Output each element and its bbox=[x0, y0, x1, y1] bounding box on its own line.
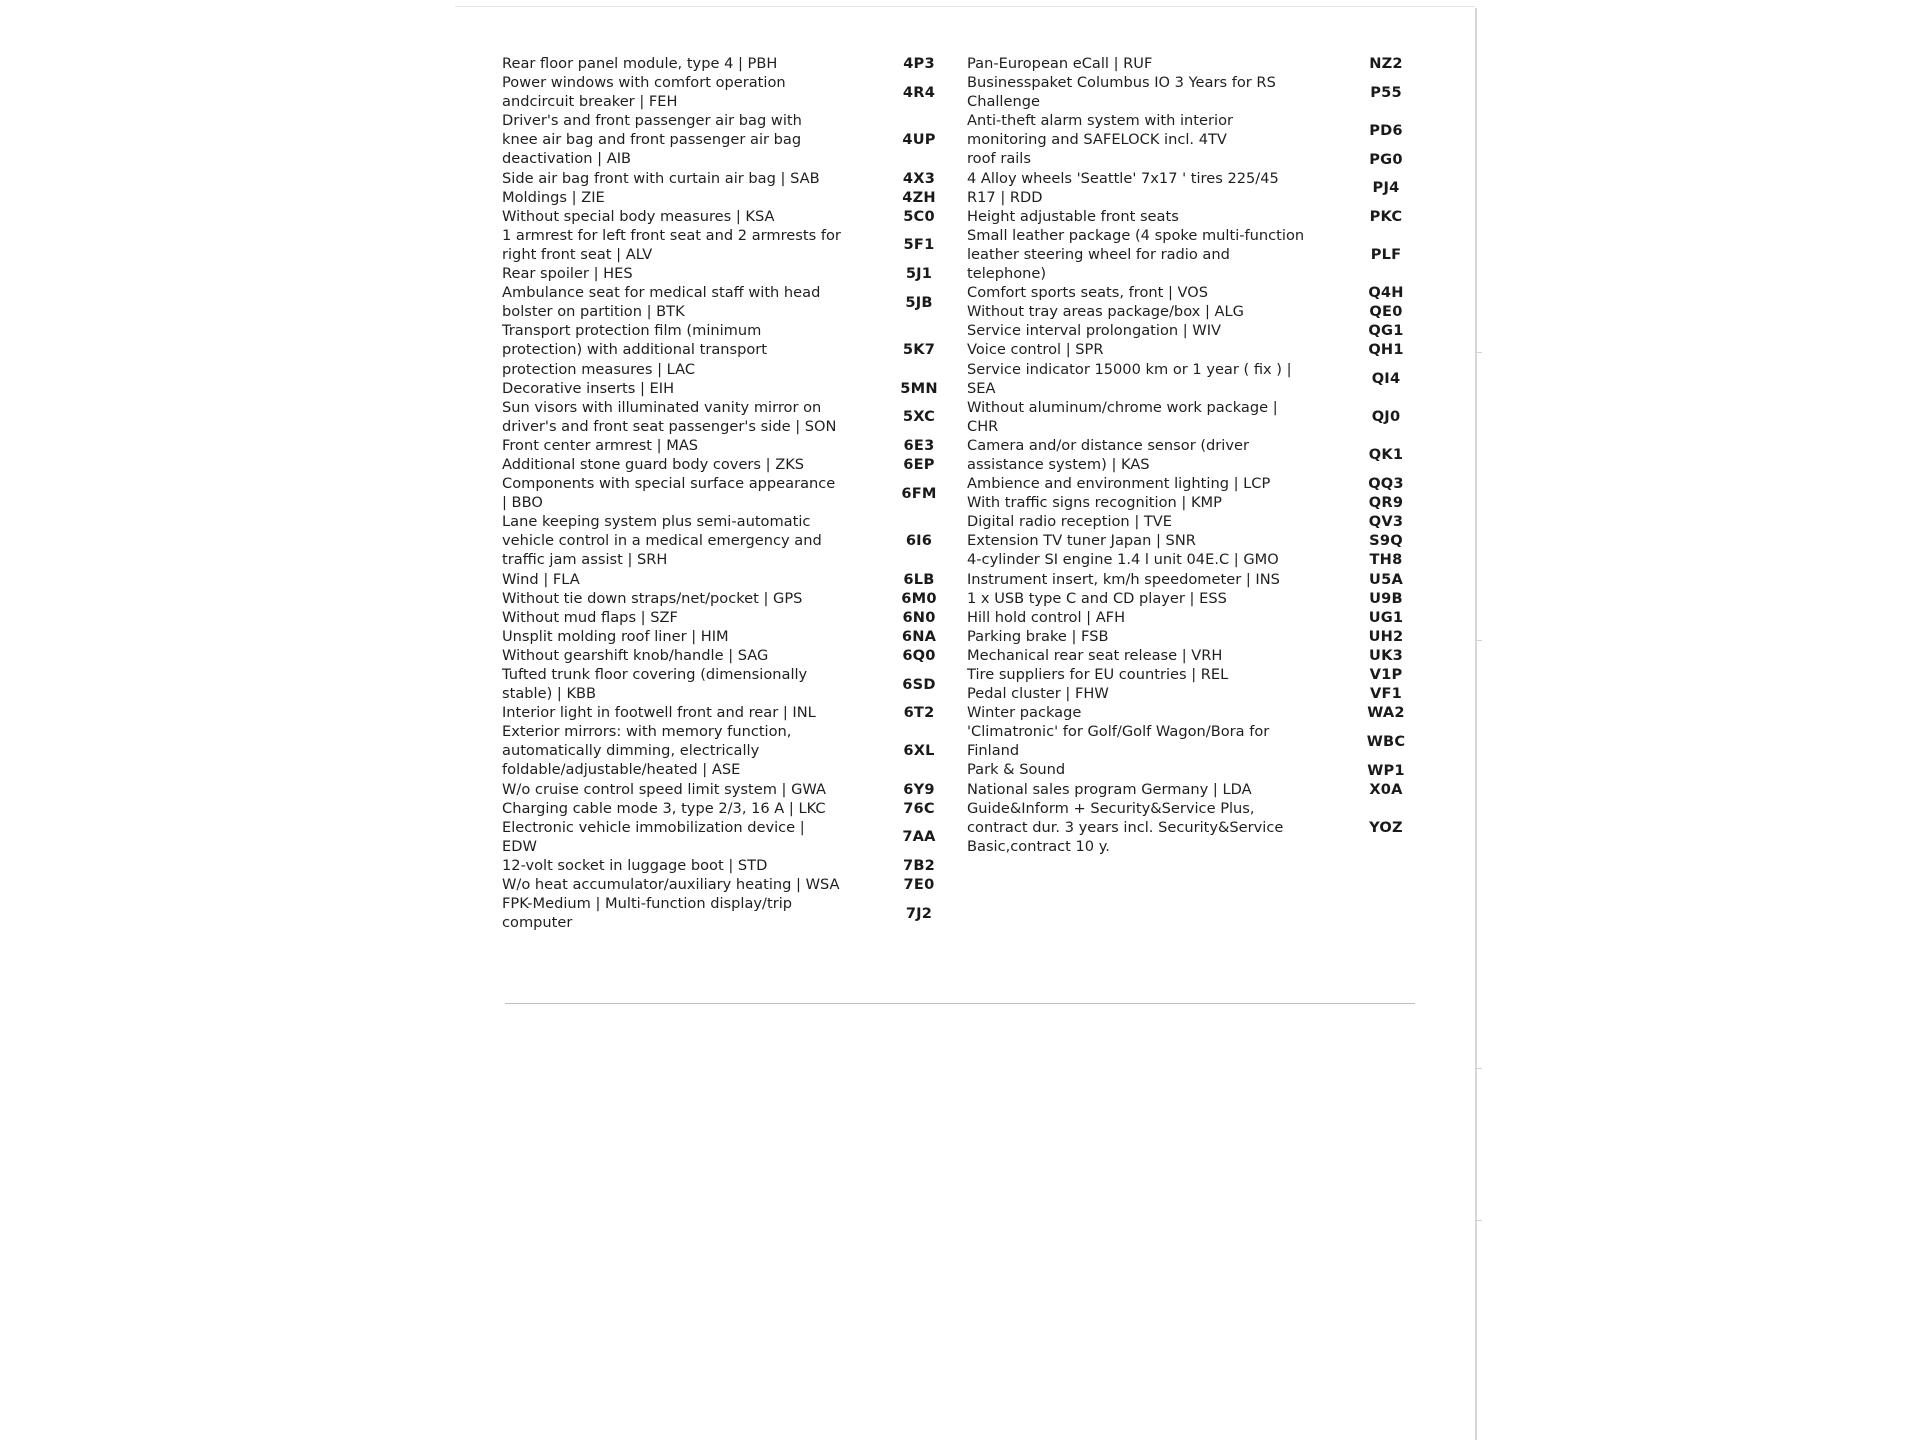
option-row bbox=[502, 570, 948, 589]
option-description: Without tie down straps/net/pocket | GPS bbox=[502, 589, 803, 607]
option-description: Tire suppliers for EU countries | REL bbox=[967, 666, 1229, 683]
option-row bbox=[502, 398, 948, 436]
option-description: Without special body measures | KSA bbox=[502, 207, 775, 225]
option-row bbox=[502, 264, 948, 283]
option-description: Electronic vehicle immobilization device | EDW bbox=[502, 818, 805, 855]
option-code: QH1 bbox=[1368, 341, 1404, 359]
option-row bbox=[502, 856, 948, 875]
option-description: Winter package bbox=[967, 704, 1082, 722]
option-code-cell bbox=[967, 322, 1415, 339]
option-description: Moldings | ZIE bbox=[502, 188, 605, 206]
option-code-cell bbox=[967, 494, 1415, 511]
option-code-cell bbox=[967, 246, 1415, 263]
option-row bbox=[967, 665, 1415, 684]
option-description: Front center armrest | MAS bbox=[502, 436, 699, 454]
option-code-cell bbox=[502, 294, 948, 311]
option-code: QJ0 bbox=[1371, 408, 1401, 426]
option-code-cell bbox=[967, 284, 1415, 301]
option-row bbox=[967, 149, 1415, 168]
option-description: roof rails bbox=[967, 150, 1031, 168]
option-description: Camera and/or distance sensor (driver assistance system) | KAS bbox=[967, 436, 1249, 473]
option-row bbox=[502, 321, 948, 378]
option-row bbox=[502, 379, 948, 398]
option-code-cell bbox=[967, 666, 1415, 683]
option-code: WP1 bbox=[1367, 761, 1405, 779]
page-edge-top bbox=[455, 6, 1475, 7]
option-code: 7E0 bbox=[903, 876, 935, 894]
option-code-cell bbox=[502, 742, 948, 759]
option-row bbox=[502, 188, 948, 207]
option-code-cell bbox=[502, 800, 948, 817]
option-description: Rear floor panel module, type 4 | PBH bbox=[502, 55, 778, 72]
option-row bbox=[967, 531, 1415, 550]
option-code: PKC bbox=[1369, 207, 1403, 225]
option-description: National sales program Germany | LDA bbox=[967, 780, 1252, 798]
option-description: Service interval prolongation | WIV bbox=[967, 322, 1222, 340]
option-code: 4ZH bbox=[902, 188, 936, 206]
option-code-cell bbox=[967, 590, 1415, 607]
option-description: Guide&Inform + Security&Service Plus, contract dur. 3 years incl. Security&Service Basic,contract 10 y. bbox=[967, 799, 1284, 855]
option-code: UG1 bbox=[1368, 608, 1404, 626]
option-description: Parking brake | FSB bbox=[967, 627, 1109, 645]
option-row bbox=[502, 455, 948, 474]
option-code-cell bbox=[502, 341, 948, 358]
bottom-rule bbox=[505, 1003, 1415, 1004]
option-code-cell bbox=[502, 408, 948, 425]
option-code-cell bbox=[967, 84, 1415, 101]
option-code: YOZ bbox=[1369, 818, 1403, 836]
option-code: QI4 bbox=[1371, 370, 1401, 388]
option-row bbox=[502, 799, 948, 818]
option-code: 4UP bbox=[902, 131, 936, 149]
option-code: 5C0 bbox=[903, 207, 935, 225]
option-row bbox=[502, 283, 948, 321]
option-code-cell bbox=[502, 828, 948, 845]
option-row bbox=[967, 512, 1415, 531]
option-row bbox=[502, 780, 948, 799]
option-description: 4-cylinder SI engine 1.4 l unit 04E.C | GMO bbox=[967, 551, 1279, 569]
option-code: 5K7 bbox=[902, 341, 936, 359]
option-row bbox=[967, 627, 1415, 646]
option-code: 5MN bbox=[900, 379, 938, 397]
option-code: QE0 bbox=[1369, 303, 1403, 321]
option-code-cell bbox=[502, 609, 948, 626]
option-row bbox=[502, 894, 948, 932]
option-code: 6NA bbox=[901, 627, 937, 645]
option-description: Without aluminum/chrome work package | CHR bbox=[967, 398, 1278, 435]
option-code-cell bbox=[967, 513, 1415, 530]
option-description: With traffic signs recognition | KMP bbox=[967, 494, 1222, 512]
option-code: TH8 bbox=[1369, 551, 1403, 569]
option-row bbox=[967, 169, 1415, 207]
option-code: 5J1 bbox=[905, 265, 933, 283]
option-description: 'Climatronic' for Golf/Golf Wagon/Bora for Finland bbox=[967, 723, 1270, 760]
option-code-cell bbox=[967, 685, 1415, 702]
option-row bbox=[502, 722, 948, 779]
option-row bbox=[502, 54, 948, 73]
option-code-cell bbox=[502, 647, 948, 664]
option-code-cell bbox=[967, 446, 1415, 463]
option-row bbox=[967, 703, 1415, 722]
option-description: Interior light in footwell front and rear | INL bbox=[502, 704, 816, 722]
option-description: W/o cruise control speed limit system | GWA bbox=[502, 780, 827, 798]
option-row bbox=[967, 780, 1415, 799]
option-code: 6Y9 bbox=[903, 780, 935, 798]
option-code: U5A bbox=[1369, 570, 1403, 588]
option-code-cell bbox=[502, 628, 948, 645]
option-description: Lane keeping system plus semi-automatic vehicle control in a medical emergency and traffic jam assist | SRH bbox=[502, 513, 822, 569]
option-code: V1P bbox=[1369, 666, 1403, 684]
option-code: UH2 bbox=[1368, 627, 1404, 645]
option-code: NZ2 bbox=[1369, 55, 1403, 73]
option-code: UK3 bbox=[1369, 646, 1403, 664]
option-description: Instrument insert, km/h speedometer | INS bbox=[967, 570, 1280, 588]
scan-margin-ticks bbox=[1476, 0, 1482, 1440]
option-row bbox=[502, 608, 948, 627]
option-code: 4R4 bbox=[902, 83, 936, 101]
option-code-cell bbox=[967, 208, 1415, 225]
option-description: Charging cable mode 3, type 2/3, 16 A | LKC bbox=[502, 799, 826, 817]
option-row bbox=[502, 169, 948, 188]
option-row bbox=[502, 646, 948, 665]
option-row bbox=[502, 512, 948, 569]
option-code: PLF bbox=[1370, 245, 1402, 263]
option-description: Components with special surface appearance | BBO bbox=[502, 475, 836, 512]
option-description: Sun visors with illuminated vanity mirror on driver's and front seat passenger's side | SON bbox=[502, 398, 837, 435]
option-description: 4 Alloy wheels 'Seattle' 7x17 ' tires 225/45 R17 | RDD bbox=[967, 169, 1279, 206]
option-row bbox=[967, 493, 1415, 512]
option-code-cell bbox=[502, 571, 948, 588]
option-description: Mechanical rear seat release | VRH bbox=[967, 646, 1223, 664]
option-code-cell bbox=[502, 437, 948, 454]
option-code-cell bbox=[502, 170, 948, 187]
option-row bbox=[502, 665, 948, 703]
option-code-cell bbox=[502, 676, 948, 693]
option-row bbox=[967, 570, 1415, 589]
option-row bbox=[967, 73, 1415, 111]
option-description: Voice control | SPR bbox=[967, 341, 1104, 359]
option-code: WBC bbox=[1366, 732, 1406, 750]
option-description: Tufted trunk floor covering (dimensionally stable) | KBB bbox=[502, 666, 808, 703]
option-row bbox=[502, 111, 948, 168]
option-row bbox=[967, 589, 1415, 608]
option-code-cell bbox=[502, 781, 948, 798]
option-description: Exterior mirrors: with memory function, automatically dimming, electrically foldable/adjustable/heated | ASE bbox=[502, 723, 792, 779]
option-code: 7J2 bbox=[905, 904, 933, 922]
option-code-cell bbox=[967, 704, 1415, 721]
option-description: 1 armrest for left front seat and 2 armrests for right front seat | ALV bbox=[502, 226, 841, 263]
option-description: Ambience and environment lighting | LCP bbox=[967, 475, 1271, 493]
option-code-cell bbox=[967, 762, 1415, 779]
option-code-cell bbox=[967, 819, 1415, 836]
option-code: 6I6 bbox=[905, 532, 933, 550]
option-code: 6SD bbox=[902, 675, 936, 693]
option-row bbox=[502, 627, 948, 646]
option-description: Park & Sound bbox=[967, 761, 1066, 779]
option-row bbox=[967, 608, 1415, 627]
option-row bbox=[502, 73, 948, 111]
option-code: QG1 bbox=[1368, 322, 1404, 340]
option-description: 1 x USB type C and CD player | ESS bbox=[967, 589, 1227, 607]
option-row bbox=[502, 703, 948, 722]
option-code-cell bbox=[502, 876, 948, 893]
option-code: 6EP bbox=[903, 456, 935, 474]
option-description: Hill hold control | AFH bbox=[967, 608, 1126, 626]
option-description: Without mud flaps | SZF bbox=[502, 608, 678, 626]
option-code: 5XC bbox=[902, 408, 936, 426]
option-code: X0A bbox=[1369, 780, 1403, 798]
option-code-cell bbox=[967, 551, 1415, 568]
option-row bbox=[967, 360, 1415, 398]
option-description: Rear spoiler | HES bbox=[502, 265, 633, 283]
option-description: W/o heat accumulator/auxiliary heating | WSA bbox=[502, 876, 840, 894]
option-row bbox=[967, 54, 1415, 73]
option-code: 76C bbox=[903, 799, 935, 817]
option-code-cell bbox=[502, 857, 948, 874]
option-description: Extension TV tuner Japan | SNR bbox=[967, 532, 1196, 550]
option-row bbox=[967, 684, 1415, 703]
option-row bbox=[967, 340, 1415, 359]
option-code: QK1 bbox=[1368, 446, 1404, 464]
option-code-cell bbox=[967, 408, 1415, 425]
option-row bbox=[967, 111, 1415, 149]
option-code-cell bbox=[967, 179, 1415, 196]
option-code-cell bbox=[967, 55, 1415, 72]
option-code-cell bbox=[967, 781, 1415, 798]
option-code: 4X3 bbox=[902, 169, 936, 187]
option-code: S9Q bbox=[1369, 532, 1403, 550]
option-code: QQ3 bbox=[1368, 475, 1404, 493]
option-description: Side air bag front with curtain air bag | SAB bbox=[502, 169, 820, 187]
option-description: Digital radio reception | TVE bbox=[967, 513, 1172, 531]
option-code: 6N0 bbox=[902, 608, 936, 626]
option-description: Power windows with comfort operation andcircuit breaker | FEH bbox=[502, 74, 786, 111]
option-code-cell bbox=[502, 84, 948, 101]
option-code: QR9 bbox=[1368, 494, 1404, 512]
option-row bbox=[967, 283, 1415, 302]
option-code: PD6 bbox=[1369, 121, 1403, 139]
option-code-cell bbox=[502, 704, 948, 721]
option-list-right bbox=[967, 54, 1415, 856]
option-description: Businesspaket Columbus IO 3 Years for RS Challenge bbox=[967, 74, 1276, 111]
option-row bbox=[967, 207, 1415, 226]
option-description: Service indicator 15000 km or 1 year ( fix ) | SEA bbox=[967, 360, 1292, 397]
option-code-cell bbox=[967, 151, 1415, 168]
option-code: Q4H bbox=[1368, 284, 1404, 302]
option-code-cell bbox=[967, 647, 1415, 664]
option-code: 6XL bbox=[903, 742, 935, 760]
option-code-cell bbox=[502, 236, 948, 253]
option-code-cell bbox=[502, 131, 948, 148]
option-row bbox=[502, 207, 948, 226]
option-code-cell bbox=[967, 733, 1415, 750]
option-code: 5JB bbox=[905, 293, 933, 311]
option-row bbox=[502, 226, 948, 264]
option-code: 6LB bbox=[903, 570, 935, 588]
option-description: Additional stone guard body covers | ZKS bbox=[502, 455, 805, 473]
option-code: 5F1 bbox=[903, 236, 935, 254]
option-code-cell bbox=[967, 532, 1415, 549]
option-code: 6E3 bbox=[903, 436, 935, 454]
option-code-cell bbox=[502, 55, 948, 72]
option-code: 4P3 bbox=[903, 55, 935, 73]
option-code-cell bbox=[502, 456, 948, 473]
option-code: VF1 bbox=[1369, 685, 1403, 703]
option-description: FPK-Medium | Multi-function display/trip computer bbox=[502, 895, 793, 932]
option-row bbox=[502, 589, 948, 608]
option-row bbox=[502, 474, 948, 512]
option-description: Decorative inserts | EIH bbox=[502, 379, 675, 397]
option-description: Pedal cluster | FHW bbox=[967, 685, 1109, 703]
option-row bbox=[967, 760, 1415, 779]
option-code: 6M0 bbox=[901, 589, 937, 607]
option-code: U9B bbox=[1369, 589, 1403, 607]
option-row bbox=[967, 550, 1415, 569]
option-code: PJ4 bbox=[1372, 179, 1400, 197]
option-row bbox=[967, 398, 1415, 436]
option-code-cell bbox=[967, 609, 1415, 626]
option-code-cell bbox=[502, 532, 948, 549]
option-code-cell bbox=[502, 380, 948, 397]
option-description: Comfort sports seats, front | VOS bbox=[967, 284, 1209, 302]
option-row bbox=[967, 799, 1415, 856]
option-description: Small leather package (4 spoke multi-function leather steering wheel for radio and telephone) bbox=[967, 226, 1305, 283]
option-code: 6FM bbox=[901, 484, 937, 502]
option-description: Ambulance seat for medical staff with head bolster on partition | BTK bbox=[502, 284, 821, 321]
option-code: QV3 bbox=[1368, 513, 1404, 531]
option-description: Pan-European eCall | RUF bbox=[967, 55, 1153, 72]
option-code: P55 bbox=[1370, 83, 1402, 101]
option-row bbox=[967, 226, 1415, 283]
option-code: WA2 bbox=[1367, 704, 1405, 722]
option-code-cell bbox=[967, 628, 1415, 645]
option-code-cell bbox=[502, 485, 948, 502]
option-code: 6Q0 bbox=[902, 646, 936, 664]
option-code-cell bbox=[502, 590, 948, 607]
option-row bbox=[967, 321, 1415, 340]
option-description: Height adjustable front seats bbox=[967, 207, 1179, 225]
option-description: Unsplit molding roof liner | HIM bbox=[502, 627, 729, 645]
option-code: 6T2 bbox=[903, 704, 935, 722]
option-description: Wind | FLA bbox=[502, 570, 580, 588]
option-code-cell bbox=[967, 370, 1415, 387]
option-description: Transport protection film (minimum protection) with additional transport protection measures | LAC bbox=[502, 322, 768, 378]
option-code-cell bbox=[967, 122, 1415, 139]
option-row bbox=[967, 474, 1415, 493]
option-description: Without gearshift knob/handle | SAG bbox=[502, 646, 769, 664]
option-row bbox=[967, 722, 1415, 760]
option-code-cell bbox=[967, 341, 1415, 358]
option-description: Driver's and front passenger air bag with knee air bag and front passenger air bag deactivation | AIB bbox=[502, 112, 802, 168]
option-row bbox=[502, 875, 948, 894]
option-row bbox=[502, 436, 948, 455]
option-code-cell bbox=[502, 905, 948, 922]
option-code-cell bbox=[502, 265, 948, 282]
option-row bbox=[502, 818, 948, 856]
option-code: 7B2 bbox=[902, 856, 936, 874]
option-list-left bbox=[502, 54, 948, 932]
option-code-cell bbox=[967, 571, 1415, 588]
option-row bbox=[967, 646, 1415, 665]
option-row bbox=[967, 436, 1415, 474]
option-description: 12-volt socket in luggage boot | STD bbox=[502, 856, 768, 874]
option-code: 7AA bbox=[902, 828, 936, 846]
option-code-cell bbox=[967, 303, 1415, 320]
option-code-cell bbox=[502, 189, 948, 206]
option-description: Without tray areas package/box | ALG bbox=[967, 303, 1244, 321]
option-row bbox=[967, 302, 1415, 321]
option-description: Anti-theft alarm system with interior monitoring and SAFELOCK incl. 4TV bbox=[967, 112, 1233, 149]
option-code: PG0 bbox=[1369, 150, 1403, 168]
option-code-cell bbox=[502, 208, 948, 225]
option-code-cell bbox=[967, 475, 1415, 492]
